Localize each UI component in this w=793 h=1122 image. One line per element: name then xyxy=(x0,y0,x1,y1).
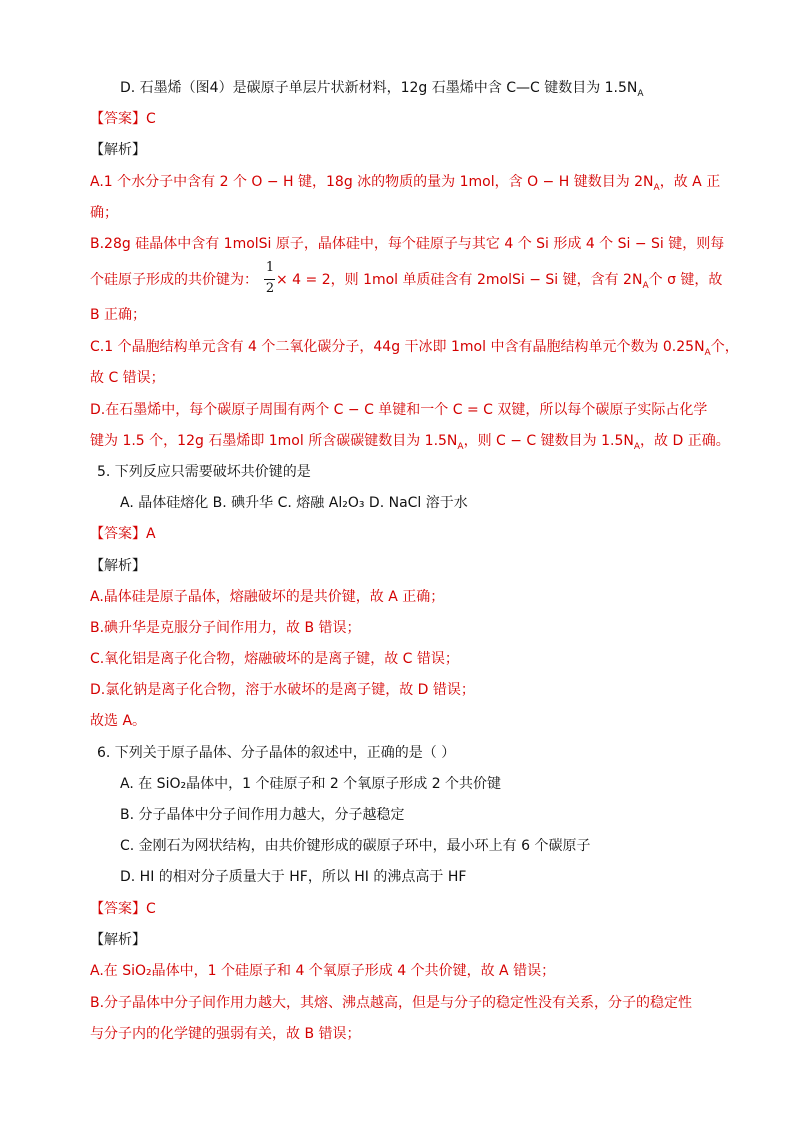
subscript-a: A xyxy=(633,441,641,452)
question-5-options: A. 晶体硅熔化 B. 碘升华 C. 熔融 Al₂O₃ D. NaCl 溶于水 xyxy=(120,495,468,511)
question-6-option-c: C. 金刚石为网状结构，由共价键形成的碳原子环中，最小环上有 6 个碳原子 xyxy=(120,838,591,854)
q6-analysis-b-2: 与分子内的化学键的强弱有关，故 B 错误； xyxy=(90,1026,361,1042)
analysis-b-mid: × 4 = 2，则 1mol 单质硅含有 2molSi − Si 键，含有 2N xyxy=(276,272,643,288)
subscript-a: A xyxy=(653,182,660,193)
subscript-a: A xyxy=(642,280,649,291)
fraction-denominator: 2 xyxy=(265,281,275,296)
analysis-label-6: 【解析】 xyxy=(90,932,146,948)
fraction-numerator: 1 xyxy=(265,260,275,275)
analysis-d-line-1: D.在石墨烯中，每个碳原子周围有两个 C − C 单键和一个 C = C 双键，所以每个碳原子实际占化学 xyxy=(90,402,708,418)
question-6: 6. 下列关于原子晶体、分子晶体的叙述中，正确的是（ ） xyxy=(97,745,456,761)
subscript-a: A xyxy=(637,88,644,99)
analysis-b-line-2 xyxy=(90,270,722,296)
analysis-a-text: A.1 个水分子中含有 2 个 O − H 键，18g 冰的物质的量为 1mol，含 O − H 键数目为 2N xyxy=(90,174,654,190)
analysis-a-line xyxy=(90,172,720,198)
question-6-option-d: D. HI 的相对分子质量大于 HF，所以 HI 的沸点高于 HF xyxy=(120,869,467,885)
q5-analysis-d: D.氯化钠是离子化合物，溶于水破坏的是离子键，故 D 错误； xyxy=(90,682,475,698)
analysis-label-5: 【解析】 xyxy=(90,558,146,574)
answer-label-1: 【答案】C xyxy=(90,111,156,127)
analysis-c-tail: 个， xyxy=(710,339,739,355)
analysis-d-tail: ，故 D 正确。 xyxy=(640,433,730,449)
q5-analysis-b: B.碘升华是克服分子间作用力，故 B 错误； xyxy=(90,620,361,636)
answer-label-5: 【答案】A xyxy=(90,526,156,542)
question-6-option-a: A. 在 SiO₂晶体中，1 个硅原子和 2 个氧原子形成 2 个共价键 xyxy=(120,776,502,792)
option-d-line xyxy=(120,78,644,104)
subscript-a: A xyxy=(457,441,464,452)
q5-conclusion: 故选 A。 xyxy=(90,713,147,729)
analysis-d-mid: ，则 C − C 键数目为 1.5N xyxy=(463,433,634,449)
subscript-a: A xyxy=(704,347,711,358)
analysis-b-tail: 个 σ 键，故 xyxy=(648,272,723,288)
analysis-b-line-1: B.28g 硅晶体中含有 1molSi 原子，晶体硅中，每个硅原子与其它 4 个 Si 形成 4 个 Si − Si 键，则每 xyxy=(90,236,725,252)
analysis-d-line-2 xyxy=(90,431,730,457)
q5-analysis-a: A.晶体硅是原子晶体，熔融破坏的是共价键，故 A 正确； xyxy=(90,589,445,605)
analysis-a-line-2: 确； xyxy=(90,205,118,221)
analysis-c-line-2: 故 C 错误； xyxy=(90,370,165,386)
answer-label-6: 【答案】C xyxy=(90,901,156,917)
q6-analysis-b-1: B.分子晶体中分子间作用力越大，其熔、沸点越高，但是与分子的稳定性没有关系，分子的稳定性 xyxy=(90,995,693,1011)
analysis-c-line-1 xyxy=(90,337,739,363)
q5-analysis-c: C.氧化铝是离子化合物，熔融破坏的是离子键，故 C 错误； xyxy=(90,651,459,667)
analysis-b-line-3: B 正确； xyxy=(90,307,147,323)
analysis-label-1: 【解析】 xyxy=(90,142,146,158)
analysis-d-text: 键为 1.5 个，12g 石墨烯即 1mol 所含碳碳键数目为 1.5N xyxy=(90,433,458,449)
analysis-c-text: C.1 个晶胞结构单元含有 4 个二氧化碳分子，44g 干冰即 1mol 中含有晶胞结构单元个数为 0.25N xyxy=(90,339,705,355)
fraction-bar xyxy=(264,279,275,280)
q6-analysis-a: A.在 SiO₂晶体中，1 个硅原子和 4 个氧原子形成 4 个共价键，故 A 错误； xyxy=(90,963,556,979)
question-5: 5. 下列反应只需要破坏共价键的是 xyxy=(97,464,311,480)
analysis-b-pre: 个硅原子形成的共价键为： xyxy=(90,272,258,288)
analysis-a-tail: ，故 A 正 xyxy=(659,174,721,190)
option-d-text: D. 石墨烯（图4）是碳原子单层片状新材料，12g 石墨烯中含 C—C 键数目为 1.5N xyxy=(120,80,638,96)
question-6-option-b: B. 分子晶体中分子间作用力越大，分子越稳定 xyxy=(120,807,405,823)
